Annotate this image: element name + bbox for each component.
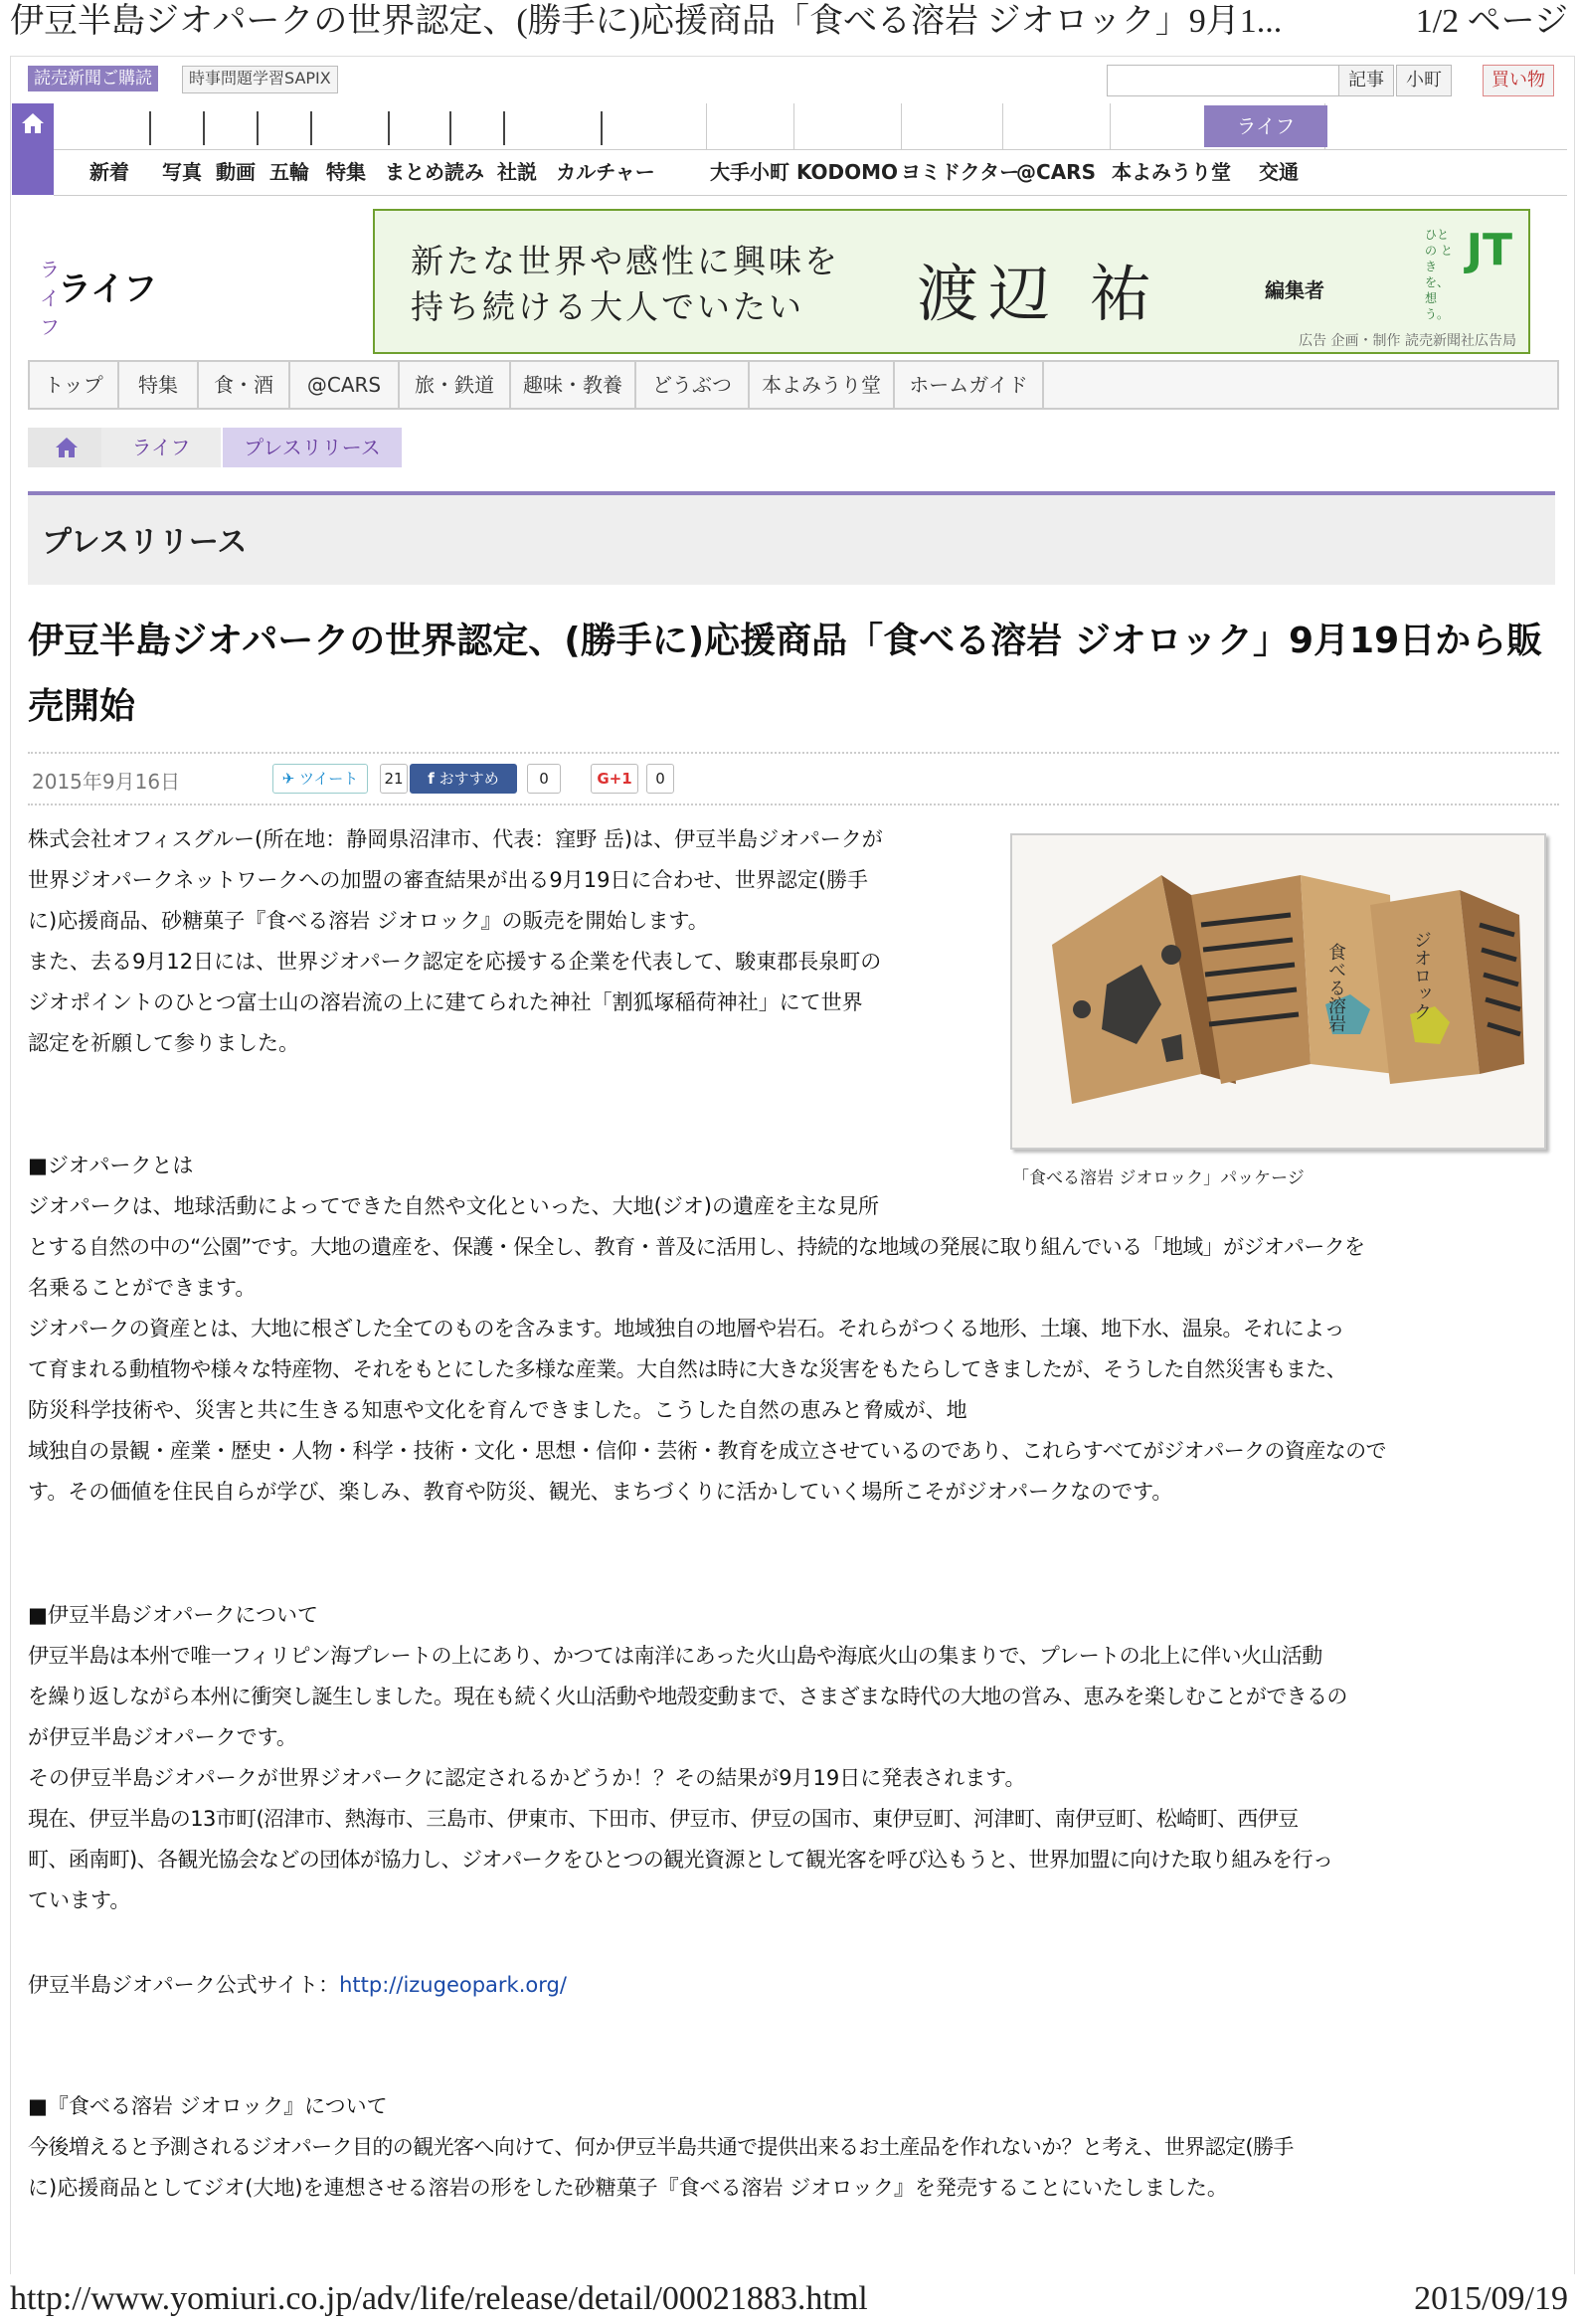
- nav-item-editorial[interactable]: 社説: [497, 160, 537, 184]
- breadcrumb-home[interactable]: [28, 428, 101, 467]
- gplus-button[interactable]: G+1: [591, 764, 638, 794]
- izu-geopark-section: [28, 1595, 1559, 1921]
- ad-sponsor-logo: JT: [1466, 225, 1512, 275]
- tweet-count: 21: [380, 764, 408, 794]
- package-label-2: ジオロック: [1411, 931, 1432, 1020]
- global-nav: [12, 103, 1567, 195]
- subnav-home-guide[interactable]: ホームガイド: [895, 362, 1044, 408]
- intro-line: 認定を祈願して参りました。: [28, 1031, 299, 1055]
- product-line: 今後増えると予測されるジオパーク目的の観光客へ向けて、何か伊豆半島共通で提供出来るお土産品を作れないか？と考え、世界認定(勝手: [28, 2135, 1294, 2159]
- geopark-line: 防災科学技術や、災害と共に生きる知恵や文化を育んできました。こうした自然の恵みと脅威が、地: [28, 1398, 967, 1422]
- komachi-button[interactable]: 小町: [1396, 65, 1452, 96]
- print-date: 2015/09/19: [1414, 2280, 1568, 2317]
- article-meta: [28, 752, 1559, 805]
- izu-line: が伊豆半島ジオパークです。: [28, 1725, 297, 1749]
- print-header: [10, 0, 1568, 44]
- izu-line: その伊豆半島ジオパークが世界ジオパークに認定されるかどうか！？その結果が9月19日に発表されます。: [28, 1766, 1026, 1790]
- ad-person-role: 編集者: [1265, 278, 1324, 302]
- breadcrumb: [28, 428, 1559, 467]
- ad-copy-line-1: 新たな世界や感性に興味を: [411, 242, 840, 280]
- print-page-number: 1/2 ページ: [1415, 3, 1568, 40]
- geopark-line: 域独自の景観・産業・歴史・人物・科学・技術・文化・思想・信仰・芸術・教育を成立させているのであり、これらすべてがジオパークの資産なので: [28, 1439, 1386, 1463]
- twitter-icon: ✈: [281, 770, 295, 788]
- geopark-heading: ■ジオパークとは: [28, 1154, 194, 1177]
- nav-item-summary[interactable]: まとめ読み: [385, 160, 484, 184]
- article-title: 伊豆半島ジオパークの世界認定、(勝手に)応援商品「食べる溶岩 ジオロック」9月19日から販売開始: [28, 621, 1543, 727]
- gplus-count: 0: [646, 764, 674, 794]
- tweet-label: ツイート: [299, 770, 359, 788]
- nav-item-olympics[interactable]: 五輪: [269, 160, 309, 184]
- sapix-link[interactable]: 時事問題学習SAPIX: [182, 66, 338, 93]
- geopark-line: とする自然の中の“公園”です。大地の遺産を、保護・保全し、教育・普及に活用し、持続的な地域の発展に取り組んでいる「地域」がジオパークを: [28, 1235, 1365, 1259]
- subnav-travel[interactable]: 旅・鉄道: [400, 362, 511, 408]
- nav-item-photo[interactable]: 写真: [162, 160, 202, 184]
- nav-item-new[interactable]: 新着: [89, 160, 129, 184]
- facebook-icon: f: [428, 770, 435, 788]
- nav-item-traffic[interactable]: 交通: [1259, 160, 1299, 184]
- ad-tagline: ひとの ときを、想う。: [1425, 228, 1453, 321]
- subnav-food[interactable]: 食・酒: [199, 362, 290, 408]
- article-date: 2015年9月16日: [32, 770, 181, 794]
- nav-item-video[interactable]: 動画: [216, 160, 256, 184]
- geopark-line: す。その価値を住民自らが学び、楽しみ、教育や防災、観光、まちづくりに活かしていく場所こそがジオパークなのです。: [28, 1480, 1173, 1504]
- image-caption: 「食べる溶岩 ジオロック」パッケージ: [1012, 1168, 1305, 1188]
- breadcrumb-press-release[interactable]: プレスリリース: [223, 428, 402, 467]
- nav-item-cars[interactable]: @CARS: [1016, 160, 1096, 184]
- utility-bar: [28, 62, 1559, 97]
- izu-heading: ■伊豆半島ジオパークについて: [28, 1603, 319, 1627]
- subscribe-link[interactable]: 読売新聞ご購読: [28, 66, 158, 91]
- nav-item-kodomo[interactable]: KODOMO: [795, 160, 899, 184]
- izu-line: ています。: [28, 1888, 131, 1912]
- ad-copy-line-2: 持ち続ける大人でいたい: [411, 287, 804, 326]
- official-site-link[interactable]: http://izugeopark.org/: [339, 1973, 567, 1997]
- ad-person-name: 渡辺 祐: [917, 258, 1161, 330]
- print-url: http://www.yomiuri.co.jp/adv/life/release/detail/00021883.html: [10, 2280, 868, 2317]
- geopark-line: ジオパークは、地球活動によってできた自然や文化といった、大地(ジオ)の遺産を主な見所: [28, 1194, 879, 1218]
- product-line: に)応援商品としてジオ(大地)を連想させる溶岩の形をした砂糖菓子『食べる溶岩 ジオロック』を発売することにいたしました。: [28, 2176, 1228, 2200]
- subnav-features[interactable]: 特集: [119, 362, 199, 408]
- press-release-title: プレスリリース: [42, 525, 248, 560]
- print-title: 伊豆半島ジオパークの世界認定、(勝手に)応援商品「食べる溶岩 ジオロック」9月1...: [10, 3, 1283, 40]
- izu-line: 町、函南町)、各観光協会などの団体が協力し、ジオパークをひとつの観光資源として観光客を呼び込もうと、世界加盟に向けた取り組みを行っ: [28, 1848, 1333, 1872]
- subnav-animals[interactable]: どうぶつ: [636, 362, 750, 408]
- izu-line: 伊豆半島は本州で唯一フィリピン海プレートの上にあり、かつては南洋にあった火山島や海底火山の集まりで、プレートの北上に伴い火山活動: [28, 1644, 1322, 1668]
- official-site-line: [28, 1965, 1559, 2006]
- article-intro: [28, 819, 1002, 1064]
- product-section: [28, 2086, 1559, 2209]
- section-title-big: ライフ: [58, 269, 157, 309]
- press-release-header: [28, 491, 1555, 585]
- ad-credit: 広告 企画・制作 読売新聞社広告局: [1299, 333, 1516, 349]
- intro-line: に)応援商品、砂糖菓子『食べる溶岩 ジオロック』の販売を開始します。: [28, 909, 709, 933]
- ad-copy: [411, 239, 840, 330]
- search-article-button[interactable]: 記事: [1338, 65, 1394, 96]
- geopark-line: て育まれる動植物や様々な特産物、それをもとにした多様な産業。大自然は時に大きな災害をもたらしてきましたが、そうした自然災害もまた、: [28, 1357, 1346, 1381]
- tweet-button[interactable]: [272, 764, 368, 794]
- product-image: [1010, 833, 1546, 1150]
- geopark-line: 名乗ることができます。: [28, 1276, 257, 1300]
- package-illustration: [1012, 835, 1544, 1148]
- nav-item-books[interactable]: 本よみうり堂: [1112, 160, 1231, 184]
- section-title-small: ライフ: [40, 258, 60, 339]
- subnav-cars[interactable]: @CARS: [290, 362, 400, 408]
- subnav-top[interactable]: トップ: [30, 362, 119, 408]
- print-footer: [10, 2277, 1568, 2321]
- tab-life[interactable]: ライフ: [1204, 105, 1327, 147]
- home-icon: [20, 111, 46, 135]
- nav-item-culture[interactable]: カルチャー: [556, 160, 655, 184]
- intro-line: 世界ジオパークネットワークへの加盟の審査結果が出る9月19日に合わせ、世界認定(勝手: [28, 868, 869, 892]
- nav-item-otekomachi[interactable]: 大手小町: [710, 160, 789, 184]
- home-button[interactable]: [12, 103, 54, 195]
- intro-line: ジオポイントのひとつ富士山の溶岩流の上に建てられた神社「割狐塚稲荷神社」にて世界: [28, 990, 863, 1014]
- official-site-label: 伊豆半島ジオパーク公式サイト：: [28, 1973, 340, 1997]
- global-nav-top-row: [54, 103, 1567, 150]
- facebook-label: おすすめ: [438, 770, 499, 788]
- geopark-line: ジオパークの資産とは、大地に根ざした全てのものを含みます。地域独自の地層や岩石。それらがつくる地形、土壌、地下水、温泉。それによっ: [28, 1317, 1344, 1341]
- intro-line: 株式会社オフィスグルー(所在地：静岡県沼津市、代表：窪野 岳)は、伊豆半島ジオパークが: [28, 827, 883, 851]
- intro-line: また、去る9月12日には、世界ジオパーク認定を応援する企業を代表して、駿東郡長泉町の: [28, 950, 882, 974]
- subnav-hobby[interactable]: 趣味・教養: [511, 362, 636, 408]
- global-nav-bottom-row: [54, 149, 1567, 196]
- shopping-button[interactable]: 買い物: [1483, 65, 1554, 96]
- home-icon: [54, 436, 80, 459]
- facebook-recommend-button[interactable]: [410, 764, 517, 794]
- geopark-section: [28, 1146, 1559, 1513]
- facebook-count: 0: [527, 764, 561, 794]
- life-subnav: [28, 360, 1559, 410]
- izu-line: 現在、伊豆半島の13市町(沼津市、熱海市、三島市、伊東市、下田市、伊豆市、伊豆の国市、東伊豆町、河津町、南伊豆町、松崎町、西伊豆: [28, 1807, 1299, 1831]
- product-heading: ■『食べる溶岩 ジオロック』について: [28, 2094, 388, 2118]
- izu-line: を繰り返しながら本州に衝突し誕生しました。現在も続く火山活動や地殻変動まで、さまざまな時代の大地の営み、恵みを楽しむことができるの: [28, 1685, 1347, 1708]
- nav-item-yomidoctor[interactable]: ヨミドクター: [901, 160, 1020, 184]
- ad-banner[interactable]: [373, 209, 1530, 354]
- search-input[interactable]: [1107, 65, 1341, 96]
- package-label-1: 食べる溶岩: [1325, 943, 1346, 1032]
- nav-item-features[interactable]: 特集: [326, 160, 366, 184]
- subnav-books[interactable]: 本よみうり堂: [750, 362, 895, 408]
- breadcrumb-life[interactable]: ライフ: [101, 428, 221, 467]
